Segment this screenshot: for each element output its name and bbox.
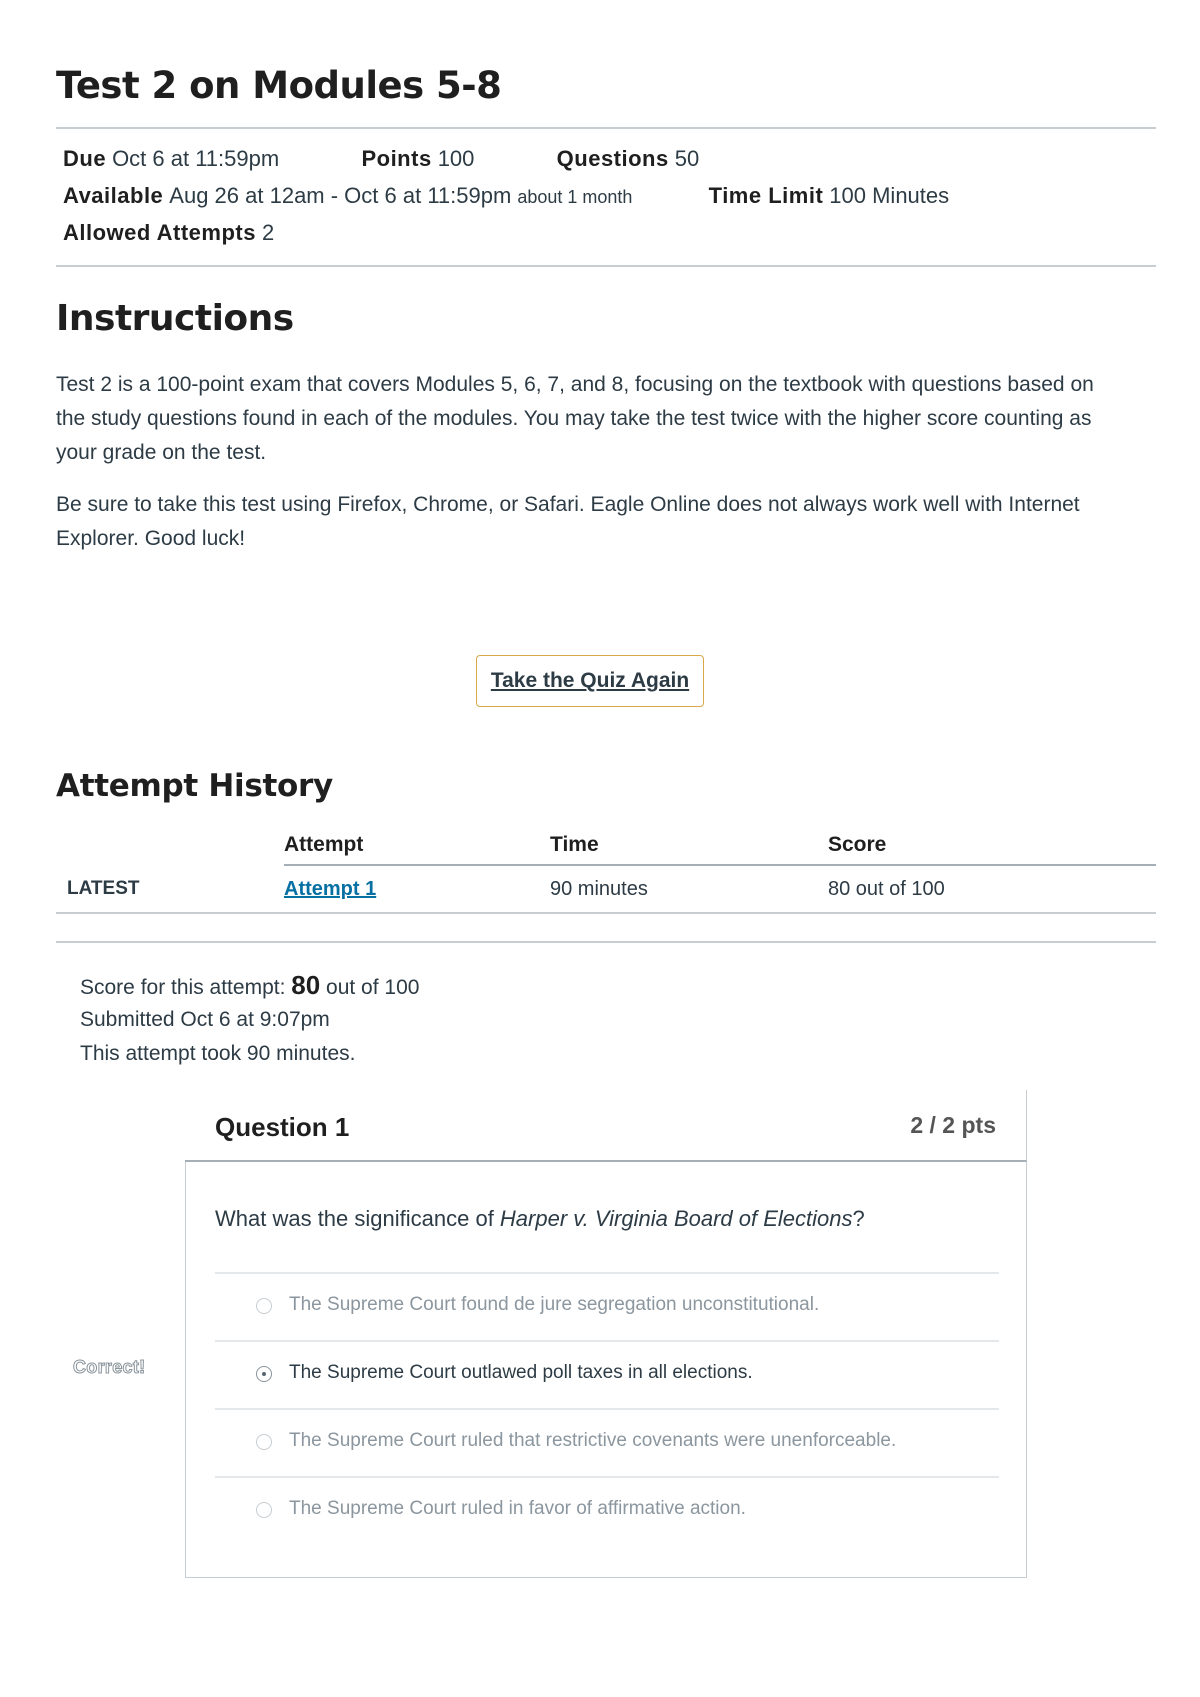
answer-option-selected[interactable] [215,1340,999,1408]
instructions-paragraph-2: Be sure to take this test using Firefox, Chrome, or Safari. Eagle Online does not always work well with Internet Explorer. Good luck! [56,493,1080,550]
radio-button-icon[interactable] [256,1298,272,1314]
question-body [185,1162,1027,1578]
quiz-meta-row-3 [63,220,274,246]
attempts-value: 2 [261,220,275,245]
question-text-prefix: What was the significance of [215,1206,500,1231]
points-value: 100 [437,146,475,171]
attempt-duration: This attempt took 90 minutes. [80,1042,356,1065]
question-1-card [185,1090,1027,1578]
available-note: about 1 month [517,187,633,207]
quiz-meta-row-1 [63,146,699,172]
score-value: 80 [291,970,321,1000]
available-label: Available [63,183,164,208]
question-title: Question 1 [215,1112,350,1142]
latest-tag: LATEST [56,865,284,913]
correct-answer-indicator: Correct! [73,1357,146,1377]
submitted-time: Submitted Oct 6 at 9:07pm [80,1008,330,1031]
column-header-score: Score [828,826,1156,865]
column-header-attempt: Attempt [284,826,550,865]
radio-button-selected-icon[interactable] [256,1366,272,1382]
due-value: Oct 6 at 11:59pm [112,146,280,171]
divider [56,265,1156,267]
column-header [56,826,284,865]
instructions-paragraph-1: Test 2 is a 100-point exam that covers Modules 5, 6, 7, and 8, focusing on the textbook with questions based on the study questions found in each of the modules. You may take the test twice with the higher score counting as your grade on the test. [56,373,1094,464]
time-limit-label: Time Limit [708,183,824,208]
question-points: 2 / 2 pts [910,1112,996,1138]
divider [56,127,1156,129]
quiz-meta-row-2 [63,183,949,209]
attempt-1-link[interactable]: Attempt 1 [284,877,377,900]
due-label: Due [63,146,107,171]
table-row [56,865,1156,913]
attempt-time: 90 minutes [550,865,828,913]
answer-label: The Supreme Court found de jure segregation unconstitutional. [289,1294,820,1315]
score-prefix: Score for this attempt: [80,976,286,999]
answer-label: The Supreme Court ruled in favor of affirmative action. [289,1498,746,1519]
radio-button-icon[interactable] [256,1502,272,1518]
time-limit-value: 100 Minutes [829,183,950,208]
question-text-suffix: ? [852,1206,865,1231]
answer-option[interactable] [215,1272,999,1340]
question-case-name: Harper v. Virginia Board of Elections [499,1206,853,1231]
answer-option[interactable] [215,1476,999,1544]
question-text [215,1206,865,1232]
answer-label: The Supreme Court outlawed poll taxes in all elections. [289,1362,753,1383]
instructions-heading: Instructions [56,298,294,339]
divider [56,941,1156,943]
column-header-time: Time [550,826,828,865]
answer-label: The Supreme Court ruled that restrictive covenants were unenforceable. [289,1430,897,1451]
attempts-label: Allowed Attempts [63,220,256,245]
attempt-score-line [80,970,419,1001]
page-title: Test 2 on Modules 5-8 [56,64,502,107]
questions-value: 50 [674,146,700,171]
score-suffix: out of 100 [326,976,420,999]
radio-button-icon[interactable] [256,1434,272,1450]
attempt-history-table [56,826,1156,914]
points-label: Points [361,146,432,171]
attempt-score: 80 out of 100 [828,865,1156,913]
available-value: Aug 26 at 12am - Oct 6 at 11:59pm [169,183,512,208]
questions-label: Questions [556,146,669,171]
attempt-history-heading: Attempt History [56,768,333,804]
answer-option[interactable] [215,1408,999,1476]
take-quiz-again-button[interactable]: Take the Quiz Again [476,655,704,707]
question-header [185,1090,1027,1162]
